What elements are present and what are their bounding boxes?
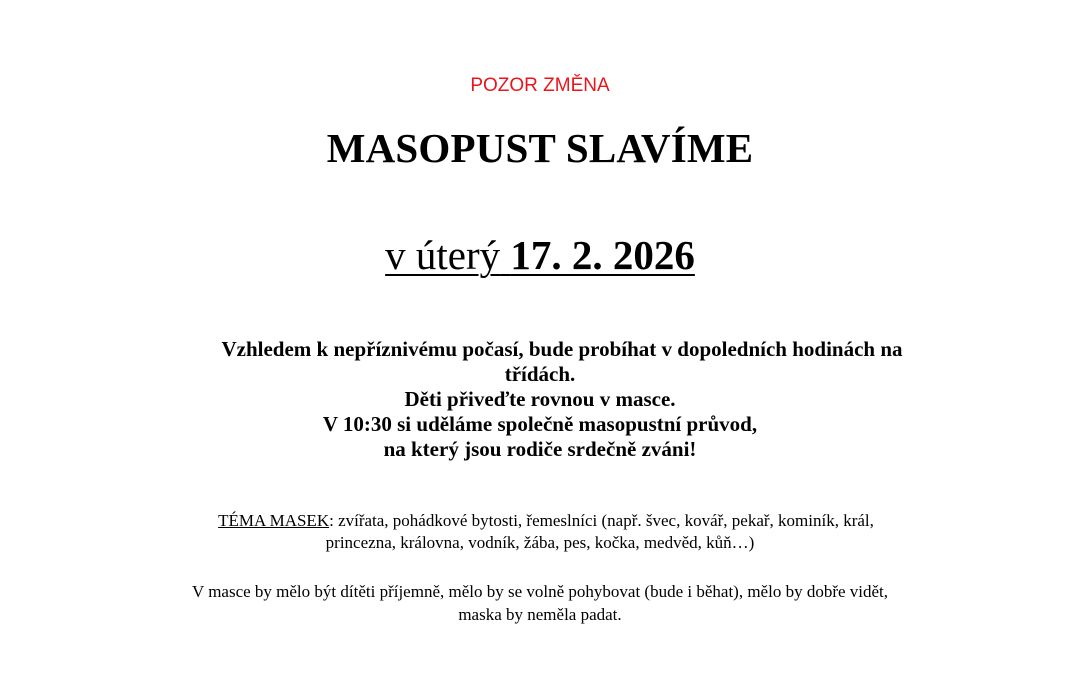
- advice-line-1: V masce by mělo být dítěti příjemně, mělo by se volně pohybovat (bude i běhat), mělo by dobře vidět,: [191, 582, 889, 601]
- body-line-4: V 10:30 si uděláme společně masopustní průvod,: [322, 412, 758, 436]
- announcement-body: [0, 337, 1080, 462]
- mask-themes: [0, 510, 1080, 554]
- page-title: MASOPUST SLAVÍME: [326, 125, 754, 171]
- mask-advice: [0, 580, 1080, 626]
- mask-themes-line-2: princezna, královna, vodník, žába, pes, kočka, medvěd, kůň…): [325, 533, 755, 552]
- body-line-2: třídách.: [504, 362, 576, 386]
- mask-themes-text-1: : zvířata, pohádkové bytosti, řemeslníci (např. švec, kovář, pekař, kominík, král,: [329, 511, 874, 530]
- mask-themes-line-1: [0, 510, 1080, 532]
- advice-line-2: maska by neměla padat.: [458, 605, 622, 624]
- event-date-prefix: v úterý: [385, 232, 501, 278]
- mask-themes-label: TÉMA MASEK: [218, 511, 330, 530]
- change-notice: POZOR ZMĚNA: [470, 75, 610, 96]
- body-line-5: na který jsou rodiče srdečně zváni!: [383, 437, 697, 461]
- event-date-underlined: [385, 232, 695, 278]
- body-line-3: Děti přiveďte rovnou v masce.: [404, 387, 676, 411]
- event-date: [0, 230, 1080, 280]
- body-line-1: Vzhledem k nepříznivému počasí, bude probíhat v dopoledních hodinách na: [221, 337, 903, 361]
- event-date-value: 17. 2. 2026: [510, 232, 695, 278]
